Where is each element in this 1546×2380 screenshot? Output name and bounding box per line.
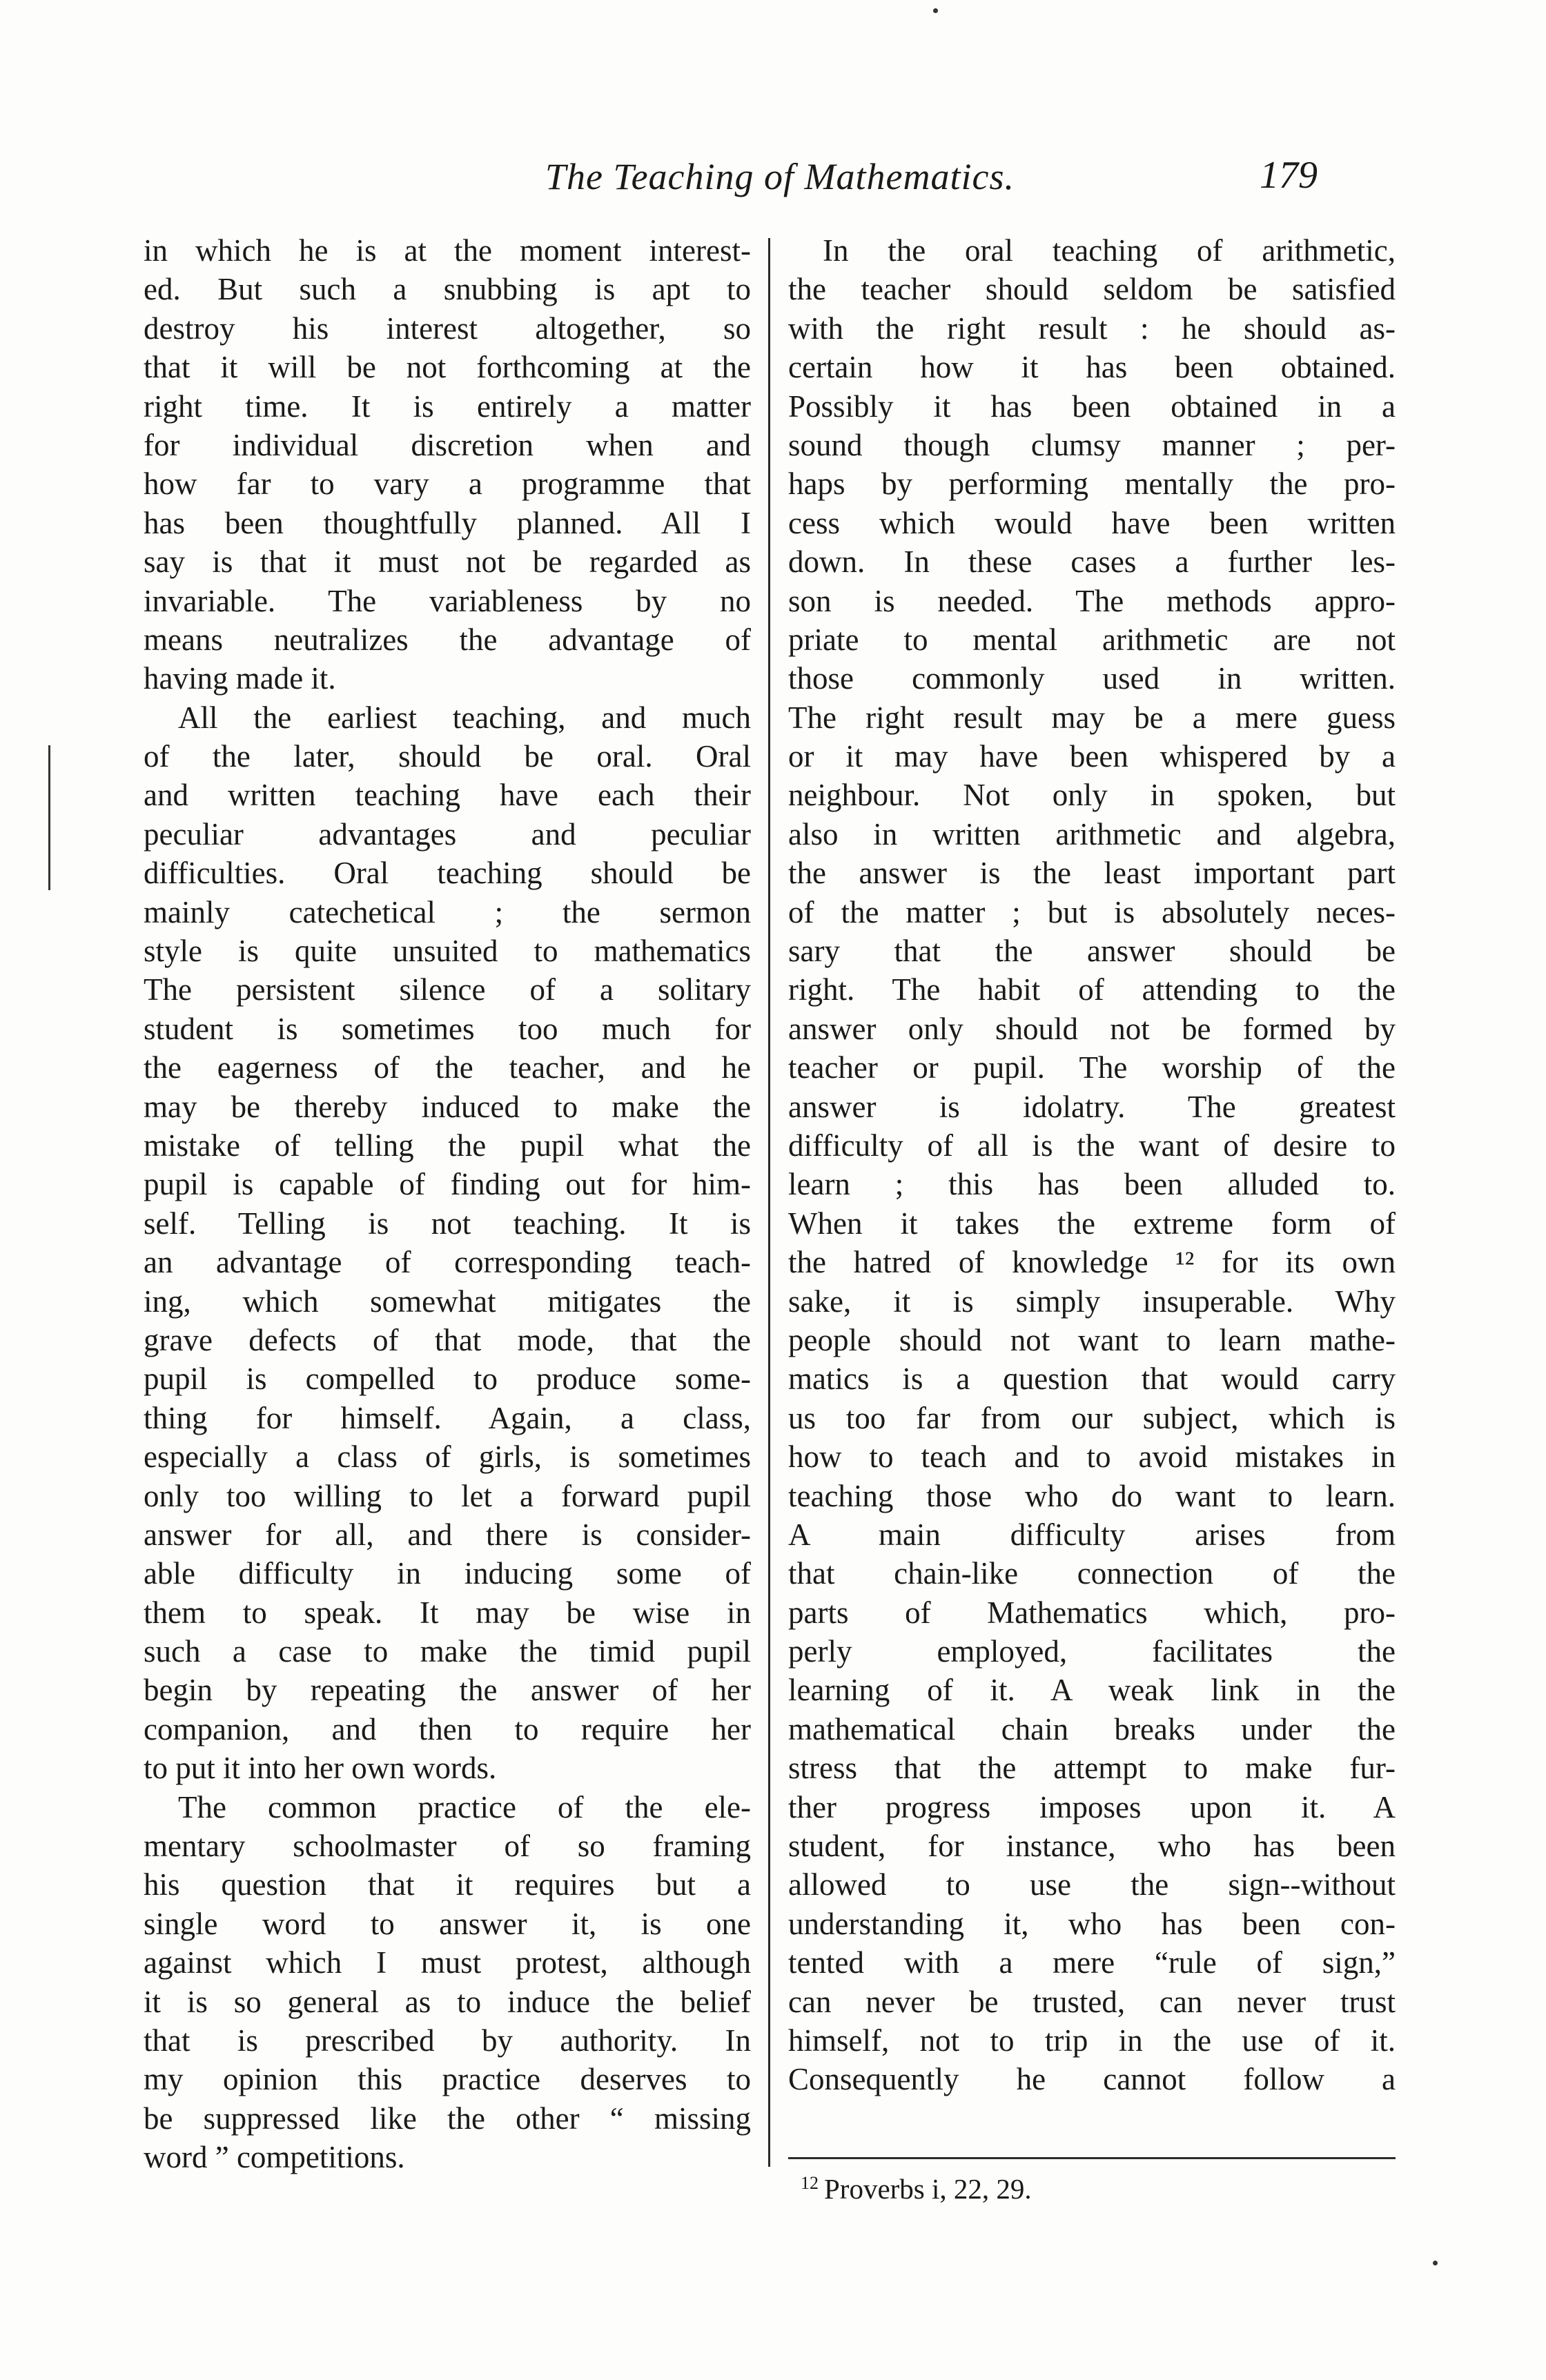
text-line: style is quite unsuited to mathematics (144, 934, 751, 969)
text-line: student, for instance, who has been (788, 1829, 1396, 1864)
text-line: in which he is at the moment interest- (144, 233, 751, 268)
footnote-mark: 12 (801, 2173, 819, 2193)
text-line: having made it. (144, 661, 336, 696)
footnote (801, 2172, 1032, 2205)
text-line: perly employed, facilitates the (788, 1634, 1396, 1669)
text-line: In the oral teaching of arithmetic, (823, 233, 1396, 268)
text-line: answer is idolatry. The greatest (788, 1089, 1396, 1124)
text-line: those commonly used in written. (788, 661, 1396, 696)
text-line: The common practice of the ele- (178, 1789, 751, 1825)
text-line: able difficulty in inducing some of (144, 1556, 751, 1591)
text-line: son is needed. The methods appro- (788, 583, 1396, 618)
text-line: ing, which somewhat mitigates the (144, 1284, 751, 1319)
left-text-column (144, 231, 751, 2177)
text-line: parts of Mathematics which, pro- (788, 1595, 1396, 1630)
text-line: cess which would have been written (788, 505, 1396, 540)
text-line: himself, not to trip in the use of it. (788, 2023, 1396, 2058)
text-line: has been thoughtfully planned. All I (144, 505, 751, 540)
text-line: stress that the attempt to make fur- (788, 1751, 1396, 1786)
text-line: tented with a mere “rule of sign,” (788, 1945, 1396, 1980)
text-line: may be thereby induced to make the (144, 1089, 751, 1124)
text-line: mistake of telling the pupil what the (144, 1128, 751, 1163)
text-line: or it may have been whispered by a (788, 739, 1396, 774)
text-line: pupil is compelled to produce some- (144, 1361, 751, 1397)
text-line: can never be trusted, can never trust (788, 1984, 1396, 2019)
text-line: means neutralizes the advantage of (144, 622, 751, 657)
print-speck (1433, 2261, 1438, 2265)
text-line: the answer is the least important part (788, 856, 1396, 891)
text-line: teacher or pupil. The worship of the (788, 1050, 1396, 1085)
text-line: Possibly it has been obtained in a (788, 389, 1396, 424)
footnote-text: Proverbs i, 22, 29. (824, 2173, 1032, 2205)
text-line: against which I must protest, although (144, 1945, 751, 1980)
text-line: Consequently he cannot follow a (788, 2062, 1396, 2097)
text-line: also in written arithmetic and algebra, (788, 816, 1396, 852)
text-line: neighbour. Not only in spoken, but (788, 778, 1396, 813)
text-line: matics is a question that would carry (788, 1361, 1396, 1397)
text-line: right. The habit of attending to the (788, 972, 1396, 1007)
text-line: begin by repeating the answer of her (144, 1673, 751, 1708)
text-line: peculiar advantages and peculiar (144, 816, 751, 852)
text-line: his question that it requires but a (144, 1867, 751, 1902)
margin-mark (48, 745, 50, 890)
text-line: ed. But such a snubbing is apt to (144, 272, 751, 307)
text-line: how to teach and to avoid mistakes in (788, 1439, 1396, 1475)
text-line: thing for himself. Again, a class, (144, 1400, 751, 1435)
text-line: haps by performing mentally the pro- (788, 466, 1396, 502)
text-line: the teacher should seldom be satisfied (788, 272, 1396, 307)
text-line: them to speak. It may be wise in (144, 1595, 751, 1630)
text-line: difficulties. Oral teaching should be (144, 856, 751, 891)
text-line: the eagerness of the teacher, and he (144, 1050, 751, 1085)
text-line: When it takes the extreme form of (788, 1206, 1396, 1241)
text-line: to put it into her own words. (144, 1751, 497, 1786)
text-line: that is prescribed by authority. In (144, 2023, 751, 2058)
text-line: sake, it is simply insuperable. Why (788, 1284, 1396, 1319)
text-line: allowed to use the sign--without (788, 1867, 1396, 1902)
text-line: self. Telling is not teaching. It is (144, 1206, 751, 1241)
text-line: of the matter ; but is absolutely neces- (788, 894, 1396, 930)
text-line: mathematical chain breaks under the (788, 1711, 1396, 1747)
text-line: answer for all, and there is consider- (144, 1517, 751, 1552)
text-line: the hatred of knowledge ¹² for its own (788, 1245, 1396, 1280)
text-line: mentary schoolmaster of so framing (144, 1829, 751, 1864)
text-line: invariable. The variableness by no (144, 583, 751, 618)
text-line: teaching those who do want to learn. (788, 1478, 1396, 1513)
text-line: sary that the answer should be (788, 934, 1396, 969)
text-line: priate to mental arithmetic are not (788, 622, 1396, 657)
text-line: student is sometimes too much for (144, 1011, 751, 1046)
text-line: how far to vary a programme that (144, 466, 751, 502)
footnote-rule (788, 2157, 1396, 2159)
text-line: for individual discretion when and (144, 427, 751, 462)
text-line: my opinion this practice deserves to (144, 2062, 751, 2097)
text-line: ther progress imposes upon it. A (788, 1789, 1396, 1825)
text-line: with the right result : he should as- (788, 311, 1396, 346)
text-line: The persistent silence of a solitary (144, 972, 751, 1007)
text-line: be suppressed like the other “ missing (144, 2101, 751, 2136)
text-line: such a case to make the timid pupil (144, 1634, 751, 1669)
text-line: understanding it, who has been con- (788, 1906, 1396, 1941)
print-speck (933, 8, 938, 13)
text-line: it is so general as to induce the belief (144, 1984, 751, 2019)
text-line: mainly catechetical ; the sermon (144, 894, 751, 930)
running-head-title: The Teaching of Mathematics. (545, 156, 1015, 197)
text-line: that chain-like connection of the (788, 1556, 1396, 1591)
text-line: single word to answer it, is one (144, 1906, 751, 1941)
text-line: only too willing to let a forward pupil (144, 1478, 751, 1513)
text-line: word ” competitions. (144, 2140, 405, 2175)
text-line: learn ; this has been alluded to. (788, 1167, 1396, 1202)
right-text-column (788, 231, 1396, 2099)
text-line: right time. It is entirely a matter (144, 389, 751, 424)
text-line: The right result may be a mere guess (788, 700, 1396, 735)
text-line: us too far from our subject, which is (788, 1400, 1396, 1435)
text-line: people should not want to learn mathe- (788, 1322, 1396, 1357)
text-line: A main difficulty arises from (788, 1517, 1396, 1552)
text-line: of the later, should be oral. Oral (144, 739, 751, 774)
text-line: down. In these cases a further les- (788, 544, 1396, 580)
text-line: All the earliest teaching, and much (178, 700, 751, 735)
text-line: grave defects of that mode, that the (144, 1322, 751, 1357)
text-line: companion, and then to require her (144, 1711, 751, 1747)
text-line: destroy his interest altogether, so (144, 311, 751, 346)
page-number: 179 (1260, 154, 1318, 197)
text-line: an advantage of corresponding teach- (144, 1245, 751, 1280)
column-rule (768, 238, 770, 2167)
text-line: certain how it has been obtained. (788, 350, 1396, 385)
text-line: say is that it must not be regarded as (144, 544, 751, 580)
text-line: especially a class of girls, is sometimes (144, 1439, 751, 1475)
text-line: learning of it. A weak link in the (788, 1673, 1396, 1708)
text-line: that it will be not forthcoming at the (144, 350, 751, 385)
text-line: pupil is capable of finding out for him- (144, 1167, 751, 1202)
text-line: and written teaching have each their (144, 778, 751, 813)
text-line: sound though clumsy manner ; per- (788, 427, 1396, 462)
text-line: answer only should not be formed by (788, 1011, 1396, 1046)
text-line: difficulty of all is the want of desire to (788, 1128, 1396, 1163)
